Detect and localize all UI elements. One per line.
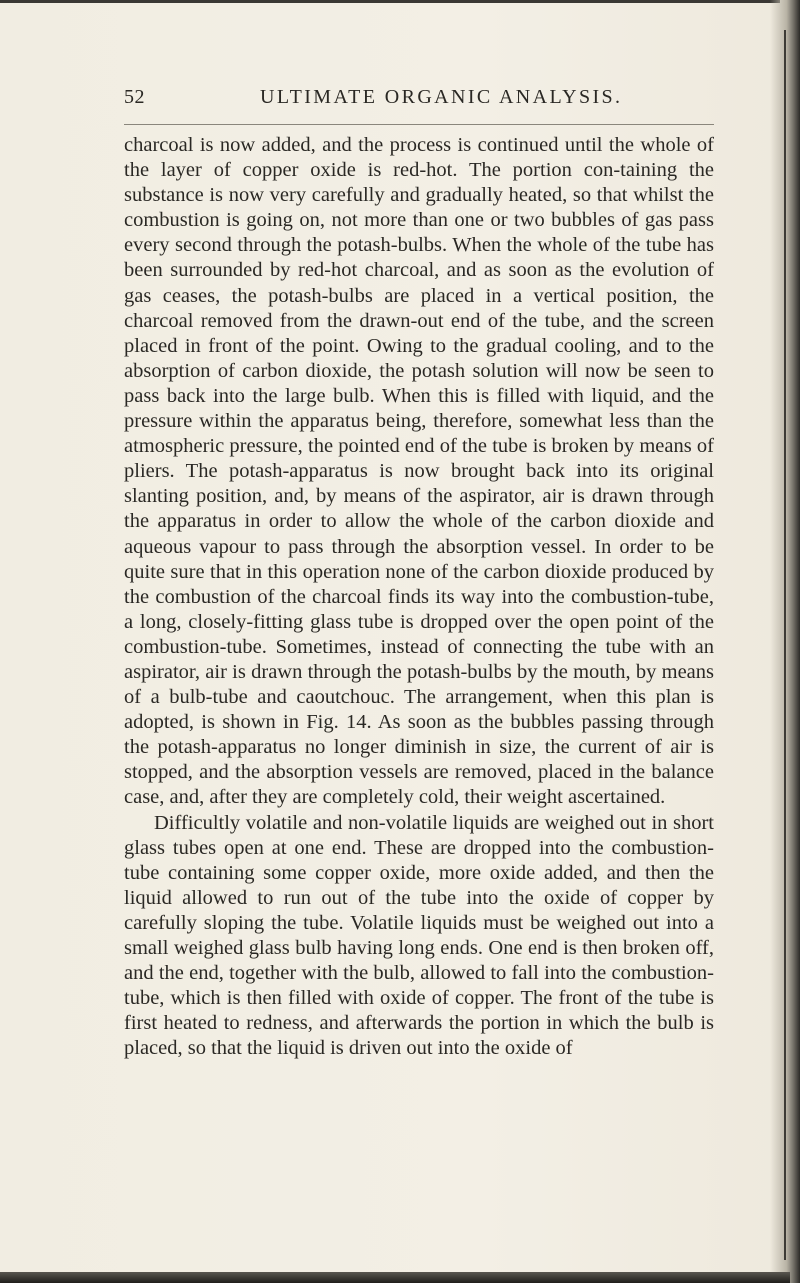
paragraph-1: charcoal is now added, and the process is continued until the whole of the layer of copper oxide is red-hot. The portion con-taining the substance is now very carefully and gradually heated, so that whilst the combustion is going on, not more than one or two bubbles of gas pass every second through the potash-bulbs. When the whole of the tube has been surrounded by red-hot charcoal, and as soon as the evolution of gas ceases, the potash-bulbs are placed in a vertical position, the charcoal removed from the drawn-out end of the tube, and the screen placed in front of the point. Owing to the gradual cooling, and to the absorption of carbon dioxide, the potash solution will now be seen to pass back into the large bulb. When this is filled with liquid, and the pressure within the apparatus being, therefore, somewhat less than the atmospheric pressure, the pointed end of the tube is broken by means of pliers. The potash-apparatus is now brought back into its original slanting position, and, by means of the aspirator, air is drawn through the apparatus in order to allow the whole of the carbon dioxide and aqueous vapour to pass through the absorption vessel. In order to be quite sure that in this operation none of the carbon dioxide produced by the combustion of the charcoal finds its way into the combustion-tube, a long, closely-fitting glass tube is dropped over the open point of the combustion-tube. Sometimes, instead of connecting the tube with an aspirator, air is drawn through the potash-bulbs by the mouth, by means of a bulb-tube and caoutchouc. The arrangement, when this plan is adopted, is shown in Fig. 14. As soon as the bubbles passing through the potash-apparatus no longer diminish in size, the current of air is stopped, and the absorption vessels are removed, placed in the balance case, and, after they are completely cold, their weight ascertained. <box>124 134 714 809</box>
running-head <box>124 86 714 116</box>
paragraph-2: Difficultly volatile and non-volatile liquids are weighed out in short glass tubes open at one end. These are dropped into the combustion-tube containing some copper oxide, more oxide added, and then the liquid allowed to run out of the tube into the oxide of copper by carefully sloping the tube. Volatile liquids must be weighed out into a small weighed glass bulb having long ends. One end is then broken off, and the end, together with the bulb, allowed to fall into the combustion-tube, which is then filled with oxide of copper. The front of the tube is first heated to redness, and afterwards the portion in which the bulb is placed, so that the liquid is driven out into the oxide of <box>124 811 714 1060</box>
header-rule <box>124 124 714 125</box>
page-number: 52 <box>124 86 145 108</box>
running-title: ULTIMATE ORGANIC ANALYSIS. <box>260 86 623 108</box>
page-edge-line <box>784 30 786 1260</box>
bottom-page-edge <box>0 1272 790 1283</box>
top-page-edge <box>0 0 780 3</box>
body-text <box>124 133 714 1061</box>
